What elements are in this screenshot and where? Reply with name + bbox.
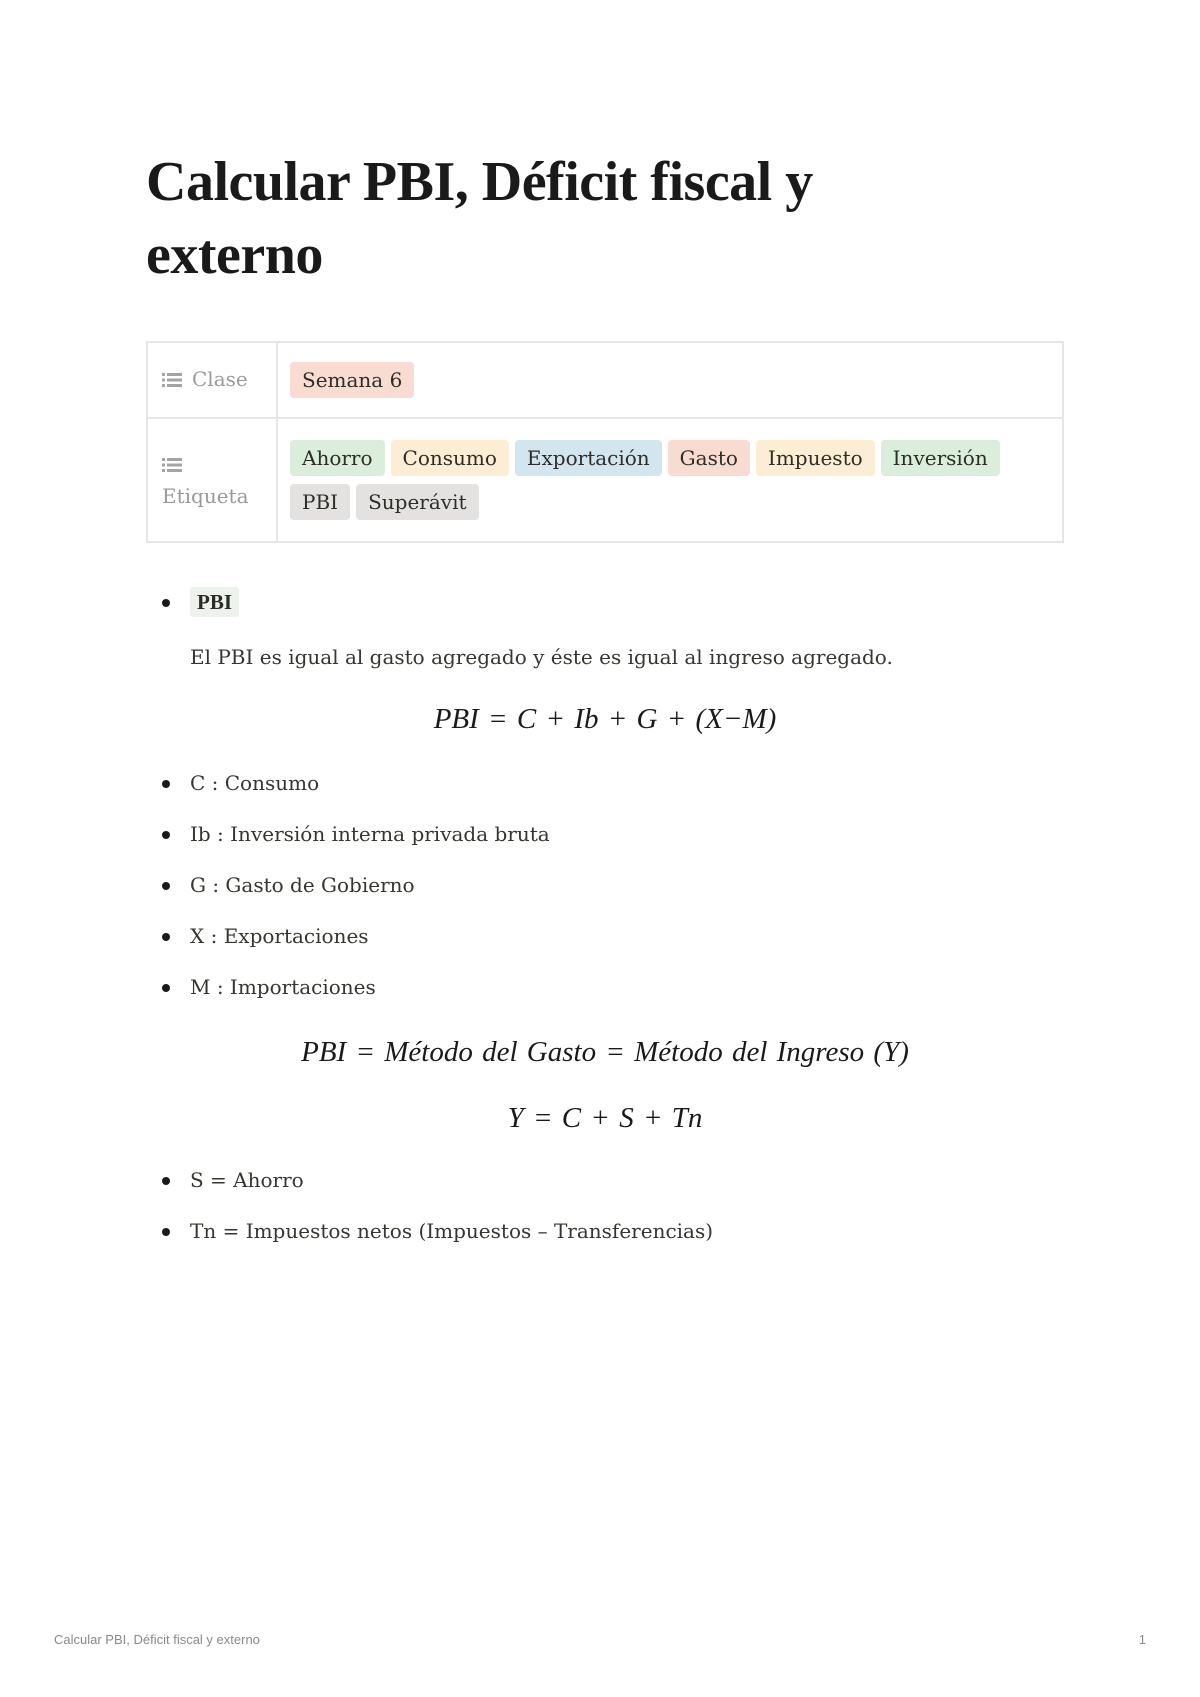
tag[interactable]: Inversión xyxy=(881,440,1000,476)
formula-ingreso: Y = C + S + Tn xyxy=(507,1102,703,1134)
list-item: C : Consumo xyxy=(146,763,1064,814)
tag-list-clase xyxy=(290,358,1050,402)
tag[interactable]: Semana 6 xyxy=(290,362,414,398)
tag[interactable]: Consumo xyxy=(391,440,509,476)
properties-table xyxy=(146,341,1064,543)
list-item: M : Importaciones xyxy=(146,967,1064,1018)
tag[interactable]: Gasto xyxy=(668,440,750,476)
pbi-paragraph: El PBI es igual al gasto agregado y éste es igual al ingreso agregado. xyxy=(190,645,893,669)
property-name-etiqueta xyxy=(147,418,277,542)
definitions-list-2 xyxy=(146,1160,1064,1262)
tag-list-etiqueta xyxy=(290,436,1050,524)
page-title: Calcular PBI, Déficit fiscal y externo xyxy=(146,151,813,286)
list-item: G : Gasto de Gobierno xyxy=(146,865,1064,916)
bullet-list-pbi xyxy=(146,582,1064,633)
list-item: X : Exportaciones xyxy=(146,916,1064,967)
property-value-etiqueta[interactable] xyxy=(277,418,1063,542)
page-number: 1 xyxy=(1138,1632,1146,1647)
list-item: Ib : Inversión interna privada bruta xyxy=(146,814,1064,865)
page-footer xyxy=(54,1632,1146,1647)
property-name-clase xyxy=(147,342,277,418)
footer-title: Calcular PBI, Déficit fiscal y externo xyxy=(54,1632,260,1647)
list-item xyxy=(146,582,1064,633)
formula-pbi: PBI = C + Ib + G + (X−M) xyxy=(433,703,777,735)
property-value-clase[interactable] xyxy=(277,342,1063,418)
list-icon xyxy=(162,451,182,481)
tag[interactable]: Impuesto xyxy=(756,440,875,476)
list-icon xyxy=(162,369,182,393)
tag[interactable]: PBI xyxy=(290,484,350,520)
property-row-etiqueta xyxy=(147,418,1063,542)
tag[interactable]: Ahorro xyxy=(290,440,385,476)
formula-metodo: PBI = Método del Gasto = Método del Ingreso (Y) xyxy=(301,1036,909,1068)
definitions-list-1 xyxy=(146,763,1064,1018)
pbi-heading: PBI xyxy=(190,587,239,617)
property-label-clase: Clase xyxy=(192,367,248,392)
list-item: S = Ahorro xyxy=(146,1160,1064,1211)
tag[interactable]: Exportación xyxy=(515,440,662,476)
property-row-clase xyxy=(147,342,1063,418)
tag[interactable]: Superávit xyxy=(356,484,478,520)
page-content xyxy=(146,582,1064,1262)
list-item: Tn = Impuestos netos (Impuestos – Transferencias) xyxy=(146,1211,1064,1262)
property-label-etiqueta: Etiqueta xyxy=(162,483,249,508)
